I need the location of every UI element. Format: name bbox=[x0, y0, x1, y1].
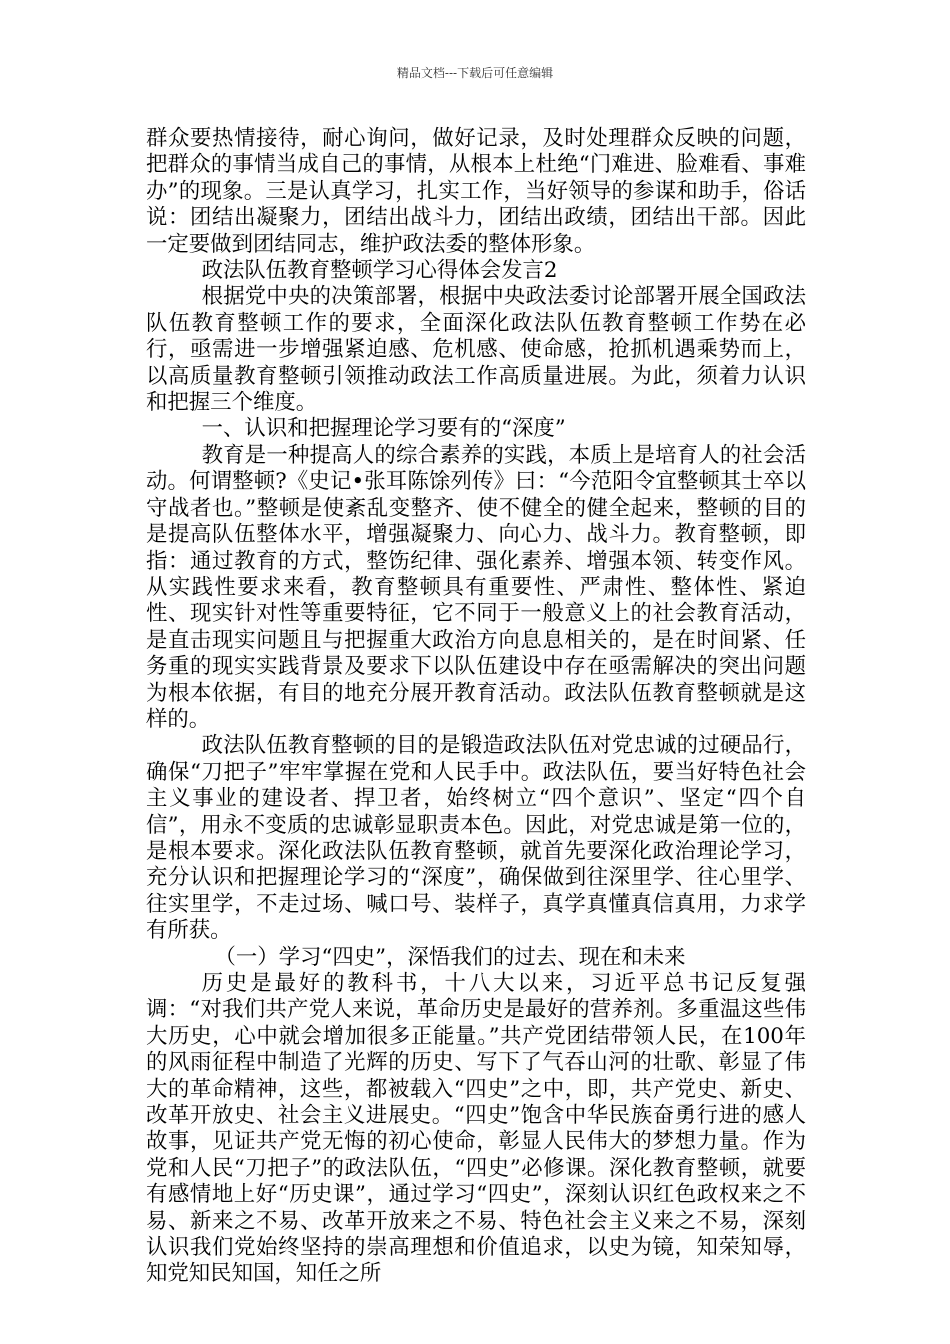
heading-level-1: 一、认识和把握理论学习要有的“深度” bbox=[201, 416, 566, 442]
paragraph-intro: 根据党中央的决策部署，根据中央政法委讨论部署开展全国政法队伍教育整顿工作的要求，全面深化政法队伍教育整顿工作势在必行，亟需进一步增强紧迫感、危机感、使命感，抢抓机遇乘势而上，以高质量教育整顿引领推动政法工作高质量进展。为此，须着力认识和把握三个维度。 bbox=[146, 284, 806, 416]
document-body bbox=[146, 126, 806, 1288]
section-title: 政法队伍教育整顿学习心得体会发言2 bbox=[201, 258, 558, 284]
heading-level-2: （一）学习“四史”，深悟我们的过去、现在和未来 bbox=[214, 944, 686, 970]
paragraph: 政法队伍教育整顿的目的是锻造政法队伍对党忠诚的过硬品行，确保“刀把子”牢牢掌握在党和人民手中。政法队伍，要当好特色社会主义事业的建设者、捍卫者，始终树立“四个意识”、坚定“四个自信”，用永不变质的忠诚彰显职责本色。因此，对党忠诚是第一位的，是根本要求。深化政法队伍教育整顿，就首先要深化政治理论学习，充分认识和把握理论学习的“深度”，确保做到往深里学、往心里学、往实里学，不走过场、喊口号、装样子，真学真懂真信真用，力求学有所获。 bbox=[146, 733, 806, 944]
paragraph: 教育是一种提高人的综合素养的实践，本质上是培育人的社会活动。何谓整顿?《史记•张耳陈馀列传》曰：“今范阳令宜整顿其士卒以守战者也。”整顿是使紊乱变整齐、使不健全的健全起来，整顿的目的是提高队伍整体水平，增强凝聚力、向心力、战斗力。教育整顿，即指：通过教育的方式，整饬纪律、强化素养、增强本领、转变作风。从实践性要求来看，教育整顿具有重要性、严肃性、整体性、紧迫性、现实针对性等重要特征，它不同于一般意义上的社会教育活动，是直击现实问题且与把握重大政治方向息息相关的，是在时间紧、任务重的现实实践背景及要求下以队伍建设中存在亟需解决的突出问题为根本依据，有目的地充分展开教育活动。政法队伍教育整顿就是这样的。 bbox=[146, 442, 806, 732]
paragraph: 历史是最好的教科书，十八大以来，习近平总书记反复强调：“对我们共产党人来说，革命历史是最好的营养剂。多重温这些伟大历史，心中就会增加很多正能量。”共产党团结带领人民，在100年的风雨征程中制造了光辉的历史、写下了气吞山河的壮歌、彰显了伟大的革命精神，这些，都被载入“四史”之中，即，共产党史、新史、改革开放史、社会主义进展史。“四史”饱含中华民族奋勇行进的感人故事，见证共产党无悔的初心使命，彰显人民伟大的梦想力量。作为党和人民“刀把子”的政法队伍，“四史”必修课。深化教育整顿，就要有感情地上好“历史课”，通过学习“四史”，深刻认识红色政权来之不易、新来之不易、改革开放来之不易、特色社会主义来之不易，深刻认识我们党始终坚持的崇高理想和价值追求，以史为镜，知荣知辱，知党知民知国，知任之所 bbox=[146, 971, 806, 1287]
page-header: 精品文档---下载后可任意编辑 bbox=[396, 66, 554, 80]
paragraph-continuation: 群众要热情接待，耐心询问，做好记录，及时处理群众反映的问题，把群众的事情当成自己的事情，从根本上杜绝“门难进、脸难看、事难办”的现象。三是认真学习，扎实工作，当好领导的参谋和助手，俗话说：团结出凝聚力，团结出战斗力，团结出政绩，团结出干部。因此一定要做到团结同志，维护政法委的整体形象。 bbox=[146, 126, 806, 257]
